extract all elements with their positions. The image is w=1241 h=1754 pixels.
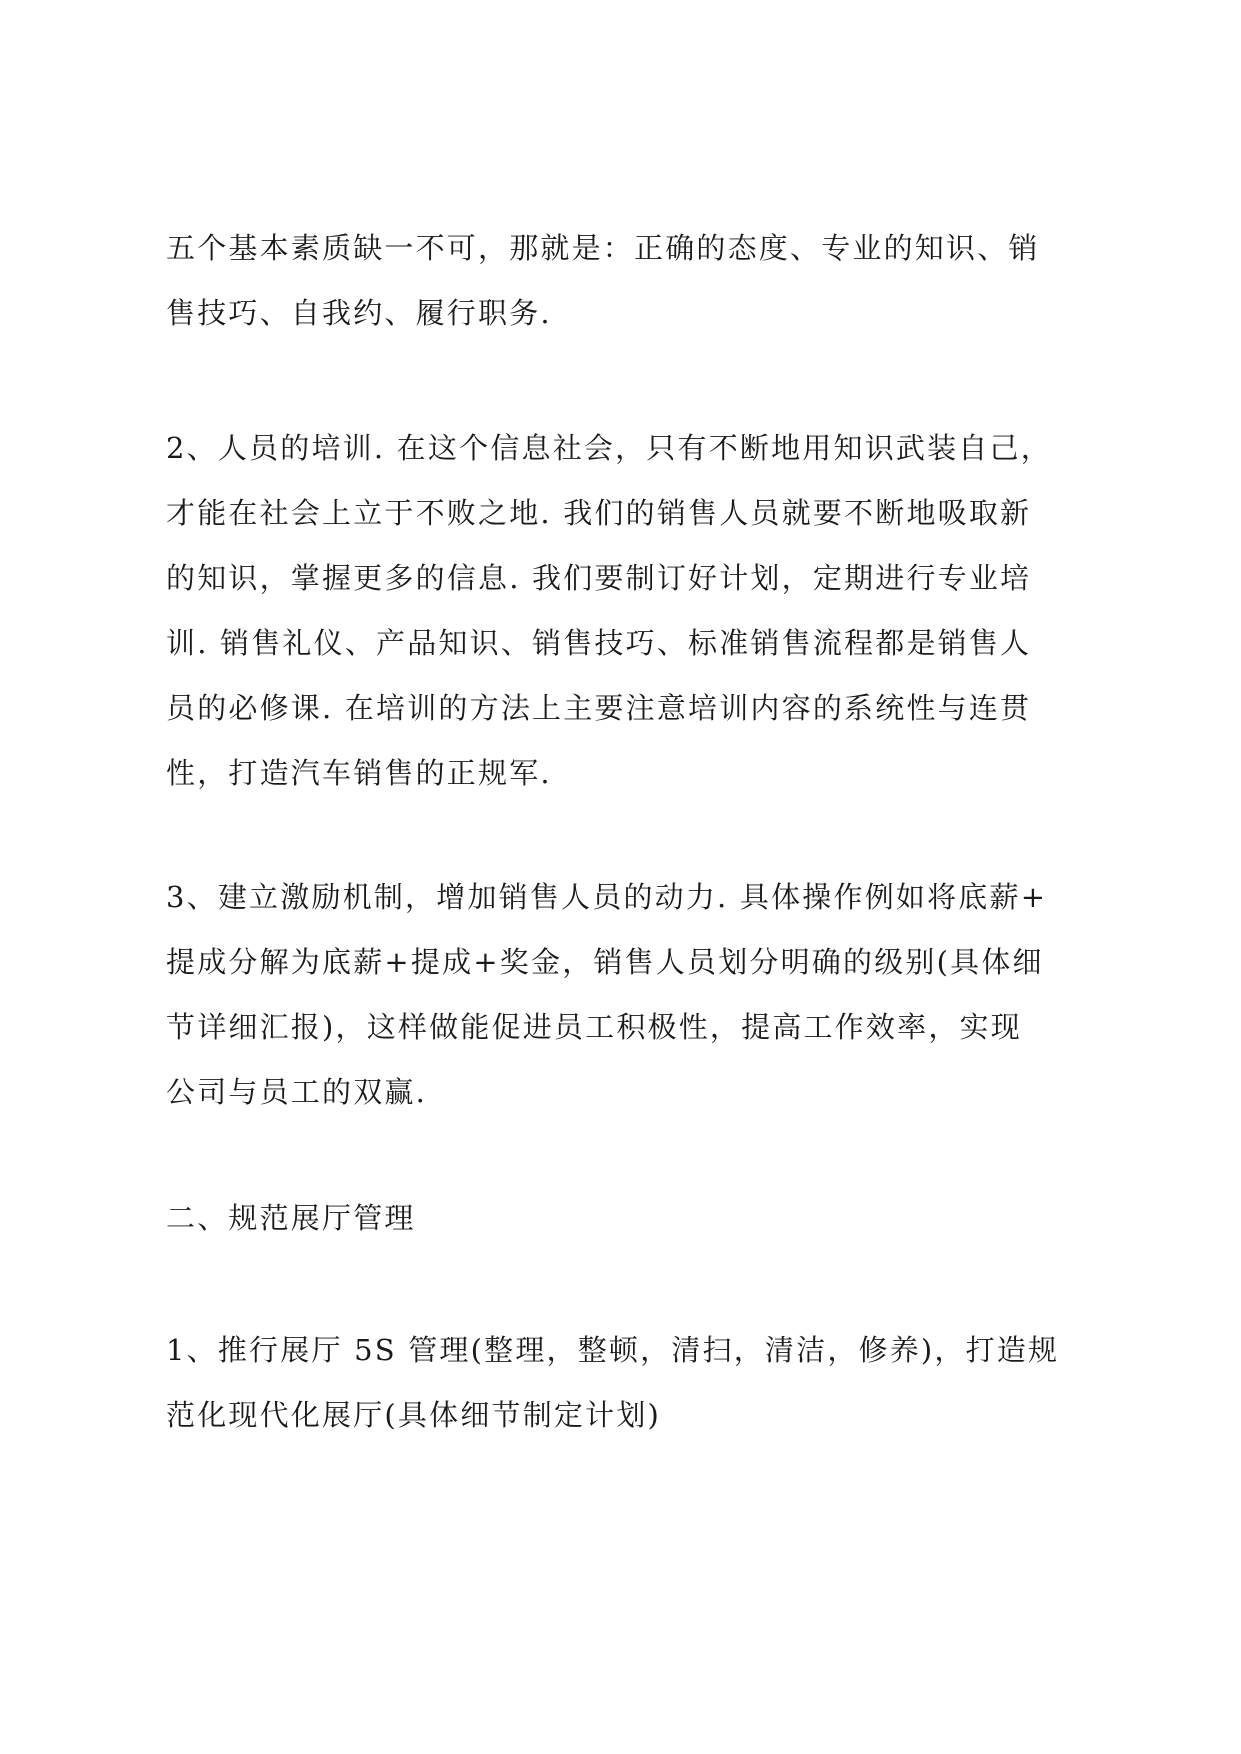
text-line: 节详细汇报)，这样做能促进员工积极性，提高工作效率，实现 xyxy=(166,1010,1022,1044)
paragraph-5s-management xyxy=(166,1318,1096,1448)
text-line: 3、建立激励机制，增加销售人员的动力. 具体操作例如将底薪+ xyxy=(166,880,1048,914)
paragraph-staff-training xyxy=(166,416,1096,806)
text-line: 的知识，掌握更多的信息. 我们要制订好计划，定期进行专业培 xyxy=(166,561,1032,595)
text-line: 2、人员的培训. 在这个信息社会，只有不断地用知识武装自己， xyxy=(166,431,1052,465)
text-line: 训. 销售礼仪、产品知识、销售技巧、标准销售流程都是销售人 xyxy=(166,626,1032,660)
text-line: 员的必修课. 在培训的方法上主要注意培训内容的系统性与连贯 xyxy=(166,691,1032,725)
text-line: 才能在社会上立于不败之地. 我们的销售人员就要不断地吸取新 xyxy=(166,496,1032,530)
text-line: 性，打造汽车销售的正规军. xyxy=(166,756,552,790)
text-line: 公司与员工的双赢. xyxy=(166,1075,428,1109)
paragraph-incentive-mechanism xyxy=(166,865,1096,1125)
section-heading-showroom-management xyxy=(166,1186,1096,1251)
text-line: 1、推行展厅 5S 管理(整理，整顿，清扫，清洁，修养)，打造规 xyxy=(166,1333,1060,1367)
text-line: 售技巧、自我约、履行职务. xyxy=(166,296,552,330)
text-line: 提成分解为底薪+提成+奖金，销售人员划分明确的级别(具体细 xyxy=(166,945,1044,979)
text-line: 范化现代化展厅(具体细节制定计划) xyxy=(166,1398,662,1432)
paragraph-five-qualities xyxy=(166,216,1096,346)
heading-text: 二、规范展厅管理 xyxy=(166,1201,416,1235)
text-line: 五个基本素质缺一不可，那就是：正确的态度、专业的知识、销 xyxy=(166,231,1040,265)
